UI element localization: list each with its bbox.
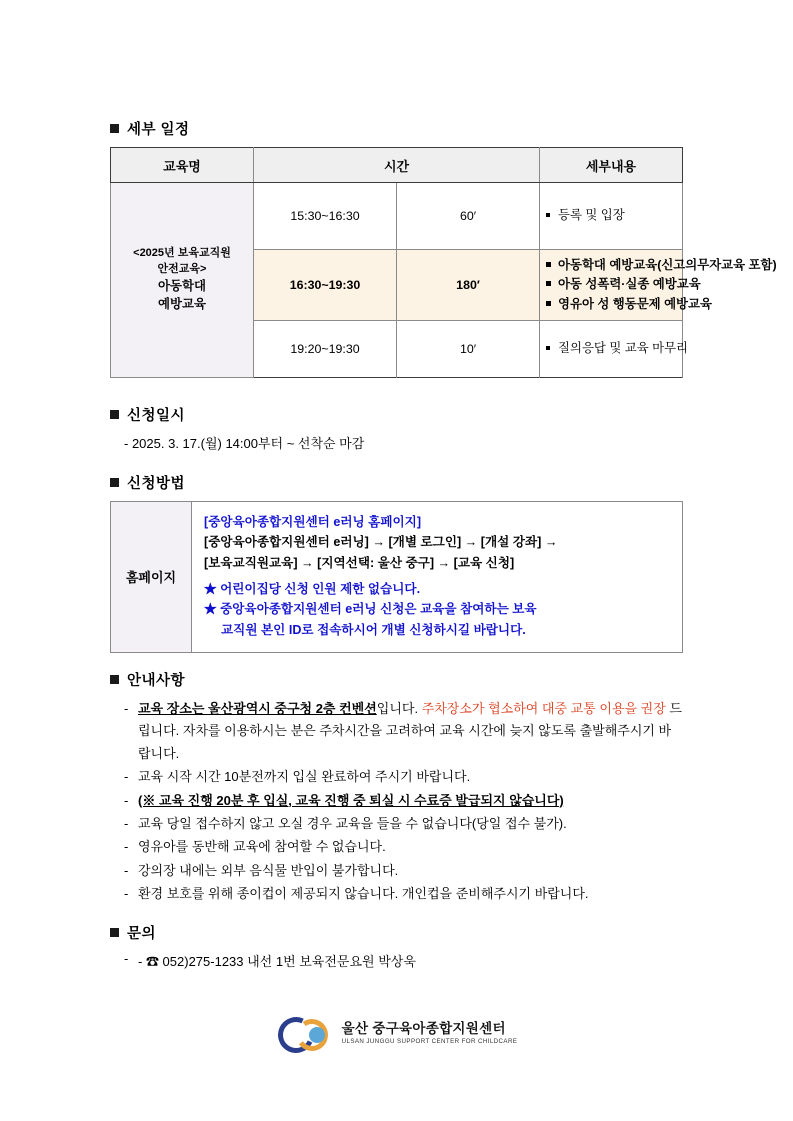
section-heading-contact bbox=[110, 922, 683, 943]
apply-note-2-line1: ★ 중앙육아종합지원센터 e러닝 신청은 교육을 참여하는 보육 bbox=[204, 602, 537, 617]
apply-note-1: ★ 어린이집당 신청 인원 제한 없습니다. bbox=[204, 581, 421, 596]
course-name-line2: 안전교육> bbox=[157, 263, 207, 276]
section-heading-notice-label: 안내사항 bbox=[127, 673, 186, 690]
cell-duration: 180′ bbox=[397, 250, 540, 321]
course-name-line3: 아동학대 bbox=[158, 278, 206, 293]
detail-list bbox=[546, 256, 777, 314]
table-row bbox=[111, 501, 683, 652]
cell-detail bbox=[540, 321, 689, 378]
contact-text: - - ☎ 052)275-1233 내선 1번 보육전문요원 박상욱 bbox=[124, 951, 683, 970]
notice-text-run: 교육 시작 시간 10분전까지 입실 완료하여 주시기 바랍니다. bbox=[138, 769, 471, 785]
col-header-course: 교육명 bbox=[111, 148, 254, 183]
section-heading-schedule-label: 세부 일정 bbox=[127, 122, 190, 138]
col-header-detail: 세부내용 bbox=[540, 148, 683, 183]
course-name-line4: 예방교육 bbox=[158, 296, 206, 311]
notice-text-run: 환경 보호를 위해 종이컵이 제공되지 않습니다. 개인컵을 준비해주시기 바랍니다. bbox=[138, 885, 589, 901]
col-header-time: 시간 bbox=[254, 148, 540, 183]
list-item: 등록 및 입장 bbox=[546, 206, 676, 225]
course-name-line1: <2025년 보육교직원 bbox=[133, 247, 231, 260]
cell-time: 15:30~16:30 bbox=[254, 183, 397, 250]
cell-apply-body bbox=[192, 501, 683, 652]
section-heading-apply-date-label: 신청일시 bbox=[127, 408, 186, 424]
notice-text-run: 교육 당일 접수하지 않고 오실 경우 교육을 들을 수 없습니다(당일 접수 불가). bbox=[138, 815, 567, 831]
notice-item bbox=[124, 836, 683, 858]
apply-note-2-line2: 교직원 본인 ID로 접속하시어 개별 신청하시길 바랍니다. bbox=[221, 622, 526, 637]
footer-logo bbox=[0, 1013, 793, 1049]
notice-item bbox=[124, 766, 683, 788]
list-item: 아동 성폭력·실종 예방교육 bbox=[546, 275, 676, 294]
table-row bbox=[111, 183, 683, 250]
notice-item bbox=[124, 813, 683, 835]
logo-text-kr: 울산 중구육아종합지원센터 bbox=[341, 1021, 506, 1036]
cell-duration: 60′ bbox=[397, 183, 540, 250]
cell-detail bbox=[540, 183, 683, 250]
cell-duration: 10′ bbox=[397, 321, 540, 378]
center-logo-icon bbox=[276, 1013, 334, 1049]
section-heading-apply-method bbox=[110, 472, 683, 493]
notice-item bbox=[124, 698, 683, 765]
section-heading-contact-label: 문의 bbox=[127, 926, 157, 943]
section-heading-schedule bbox=[110, 118, 683, 139]
section-heading-apply-date bbox=[110, 404, 683, 425]
apply-notes bbox=[204, 579, 670, 640]
section-heading-notice bbox=[110, 669, 683, 690]
section-heading-apply-method-label: 신청방법 bbox=[127, 475, 186, 492]
logo-text-block bbox=[342, 1017, 518, 1045]
logo-text-en: ULSAN JUNGGU SUPPORT CENTER FOR CHILDCARE bbox=[341, 1038, 518, 1045]
square-bullet-icon bbox=[110, 124, 119, 133]
list-item: 영유아 성 행동문제 예방교육 bbox=[546, 295, 676, 314]
square-bullet-icon bbox=[110, 478, 119, 487]
detail-list bbox=[546, 339, 689, 358]
apply-path-line2: [보육교직원교육] → [지역선택: 울산 중구] → [교육 신청] bbox=[204, 555, 515, 570]
cell-time: 19:20~19:30 bbox=[254, 321, 397, 378]
list-item: 질의응답 및 교육 마무리 bbox=[546, 339, 676, 358]
apply-path-line1: [중앙육아종합지원센터 e러닝] → [개별 로그인] → [개설 강좌] → bbox=[204, 535, 558, 550]
cell-course-name bbox=[111, 183, 254, 378]
notice-text-run: 영유아를 동반해 교육에 참여할 수 없습니다. bbox=[138, 839, 386, 855]
notice-item bbox=[124, 790, 683, 812]
notice-item bbox=[124, 860, 683, 882]
apply-link-title[interactable]: [중앙육아종합지원센터 e러닝 홈페이지] bbox=[204, 514, 422, 529]
notice-text-run: 강의장 내에는 외부 음식물 반입이 불가합니다. bbox=[138, 862, 399, 878]
notice-text-run: 드립니다. 자차를 이용하시는 분은 주차시간을 고려하여 교육 시간에 늦지 않도록 출발해주시기 바랍니다. bbox=[138, 701, 682, 761]
apply-date-text: - 2025. 3. 17.(월) 14:00부터 ~ 선착순 마감 bbox=[124, 436, 365, 451]
square-bullet-icon bbox=[110, 410, 119, 419]
notice-item bbox=[124, 883, 683, 905]
cell-apply-label: 홈페이지 bbox=[111, 501, 192, 652]
notice-text-run: (※ 교육 진행 20분 후 입실, 교육 진행 중 퇴실 시 수료증 발급되지 않습니다) bbox=[138, 792, 564, 808]
square-bullet-icon bbox=[110, 928, 119, 937]
cell-time: 16:30~19:30 bbox=[254, 250, 397, 321]
notice-text-run: 주차장소가 협소하여 대중 교통 이용을 권장 bbox=[421, 701, 666, 717]
schedule-table bbox=[110, 147, 777, 378]
cell-detail bbox=[540, 250, 777, 321]
list-item: 아동학대 예방교육(신고의무자교육 포함) bbox=[546, 256, 676, 275]
notice-text-run: 교육 장소는 울산광역시 중구청 2층 컨벤션 bbox=[138, 701, 377, 717]
notice-text-run: 입니다. bbox=[376, 701, 422, 717]
square-bullet-icon bbox=[110, 675, 119, 684]
notice-list bbox=[124, 698, 683, 905]
table-header-row bbox=[111, 148, 683, 183]
detail-list bbox=[546, 206, 676, 225]
apply-method-table bbox=[110, 501, 683, 653]
